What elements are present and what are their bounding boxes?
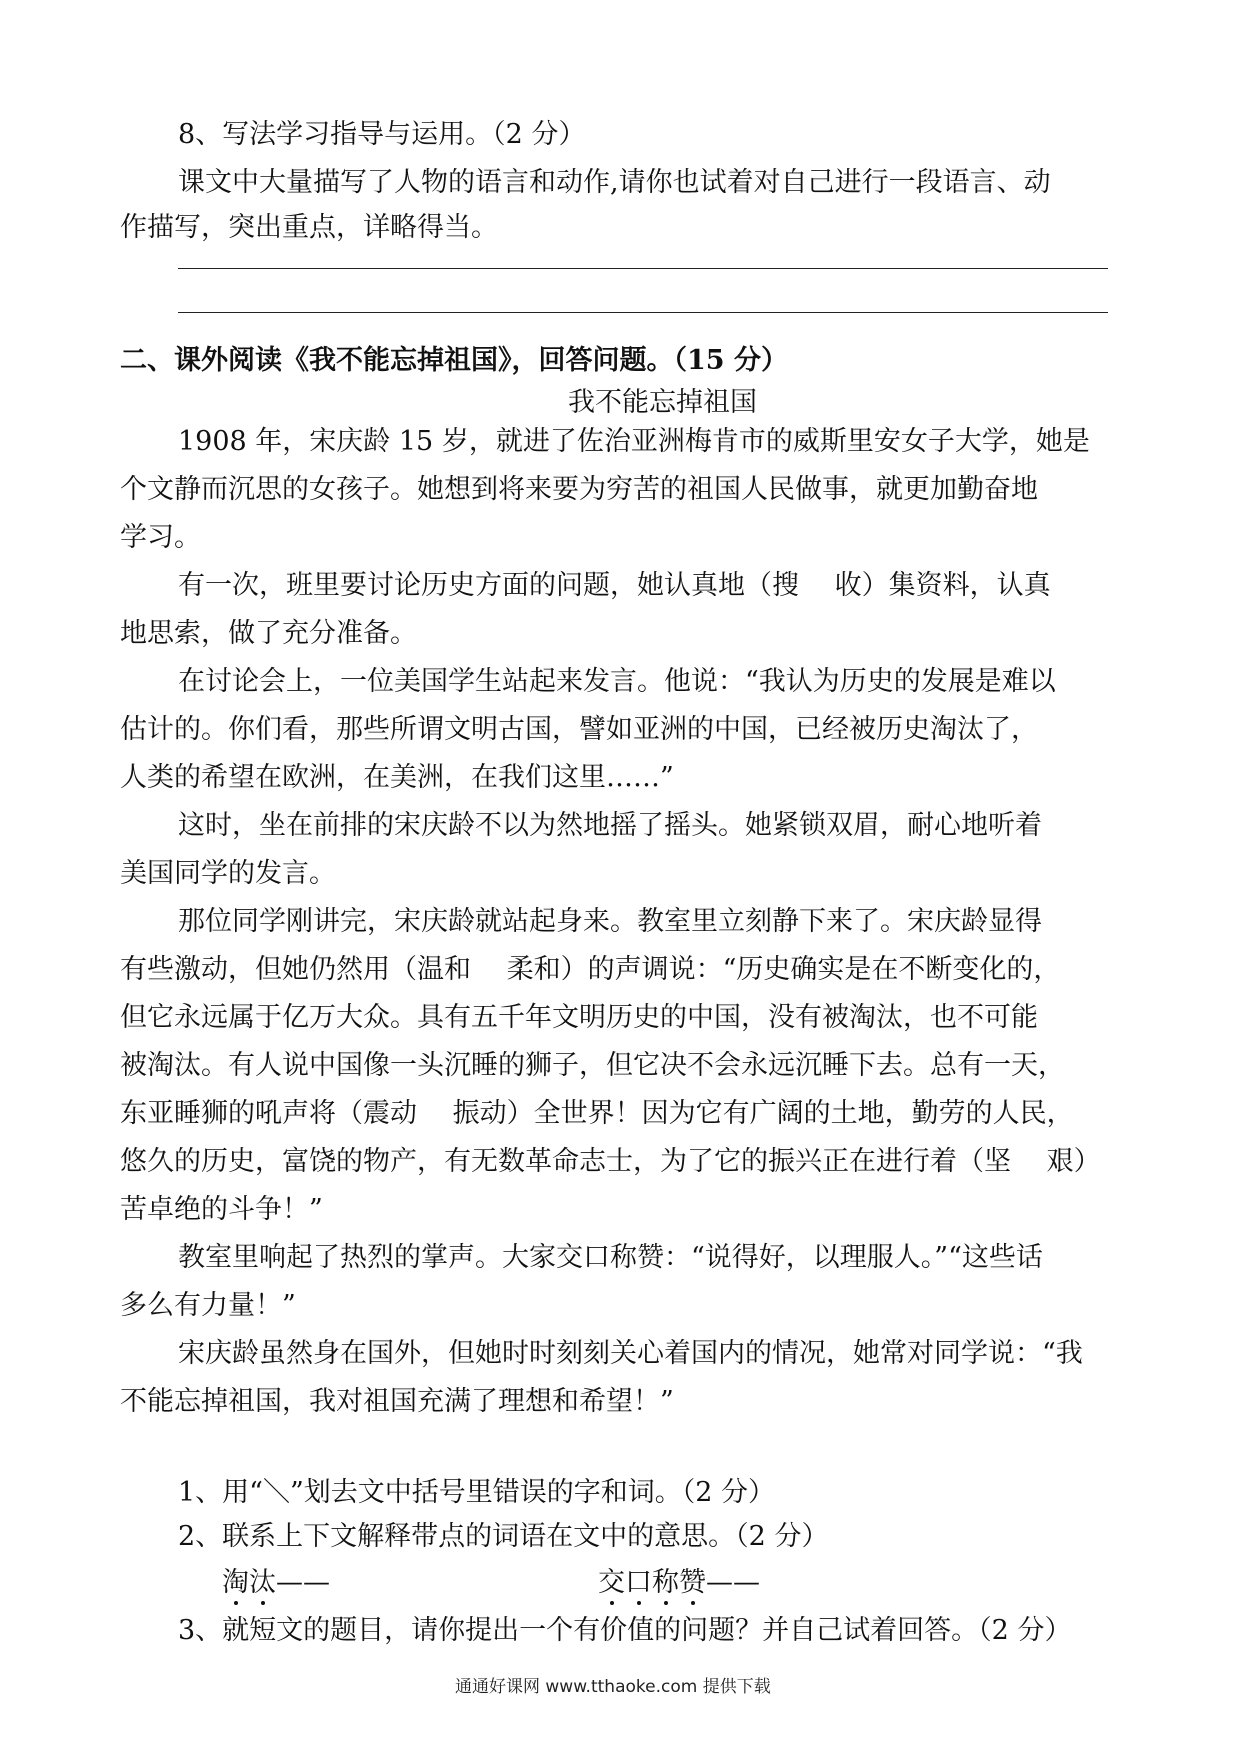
- q8-title: 8、写法学习指导与运用。（2 分）: [178, 119, 586, 150]
- q8-instruction-line1: 课文中大量描写了人物的语言和动作,请你也试着对自己进行一段语言、动: [178, 167, 1051, 198]
- article-paragraph-3: [120, 658, 1120, 802]
- emphasized-char: 交: [598, 1560, 625, 1599]
- text-line: 有一次，班里要讨论历史方面的问题，她认真地（搜 收）集资料，认真: [178, 570, 1051, 601]
- answer-dash: ——: [706, 1567, 760, 1598]
- text-line: 宋庆龄虽然身在国外，但她时时刻刻关心着国内的情况，她常对同学说：“我: [178, 1338, 1083, 1369]
- emphasized-char: 淘: [222, 1560, 249, 1599]
- text-line: 个文静而沉思的女孩子。她想到将来要为穷苦的祖国人民做事，就更加勤奋地: [120, 474, 1038, 505]
- text-line: 教室里响起了热烈的掌声。大家交口称赞：“说得好，以理服人。”“这些话: [178, 1242, 1043, 1273]
- answer-line-1: [178, 268, 1108, 269]
- text-line: 这时，坐在前排的宋庆龄不以为然地摇了摇头。她紧锁双眉，耐心地听着: [178, 810, 1042, 841]
- article-paragraph-5: [120, 898, 1120, 1234]
- text-line: 美国同学的发言。: [120, 858, 336, 889]
- text-line: 被淘汰。有人说中国像一头沉睡的狮子，但它决不会永远沉睡下去。总有一天，: [120, 1050, 1065, 1081]
- article-paragraph-4: [120, 802, 1120, 898]
- question-1: 1、用“＼”划去文中括号里错误的字和词。（2 分）: [178, 1477, 776, 1508]
- text-line: 1908 年，宋庆龄 15 岁，就进了佐治亚洲梅肯市的威斯里安女子大学，她是: [178, 426, 1090, 457]
- footer-credit: 通通好课网 www.tthaoke.com 提供下载: [455, 1677, 771, 1697]
- article-paragraph-6: [120, 1234, 1120, 1330]
- text-line: 苦卓绝的斗争！”: [120, 1194, 323, 1225]
- q2-term-taotai: [222, 1560, 330, 1599]
- article-paragraph-7: [120, 1330, 1120, 1426]
- q8-instruction-line2: 作描写，突出重点，详略得当。: [120, 212, 498, 243]
- emphasized-char: 赞: [679, 1560, 706, 1599]
- article-title: 我不能忘掉祖国: [568, 387, 757, 418]
- q2-term-jiaokouchengzan: [598, 1560, 760, 1599]
- answer-line-2: [178, 312, 1108, 313]
- answer-dash: ——: [276, 1567, 330, 1598]
- question-2: 2、联系上下文解释带点的词语在文中的意思。（2 分）: [178, 1521, 829, 1552]
- section2-heading: 二、课外阅读《我不能忘掉祖国》，回答问题。（15 分）: [120, 345, 788, 376]
- text-line: 那位同学刚讲完，宋庆龄就站起身来。教室里立刻静下来了。宋庆龄显得: [178, 906, 1042, 937]
- text-line: 但它永远属于亿万大众。具有五千年文明历史的中国，没有被淘汰，也不可能: [120, 1002, 1038, 1033]
- article-paragraph-1: [120, 418, 1120, 562]
- emphasized-char: 称: [652, 1560, 679, 1599]
- question-3: 3、就短文的题目，请你提出一个有价值的问题？并自己试着回答。（2 分）: [178, 1615, 1072, 1646]
- article-paragraph-2: [120, 562, 1120, 658]
- text-line: 人类的希望在欧洲，在美洲，在我们这里……”: [120, 762, 674, 793]
- text-line: 学习。: [120, 522, 201, 553]
- text-line: 在讨论会上，一位美国学生站起来发言。他说：“我认为历史的发展是难以: [178, 666, 1056, 697]
- text-line: 悠久的历史，富饶的物产，有无数革命志士，为了它的振兴正在进行着（坚 艰）: [120, 1146, 1101, 1177]
- text-line: 有些激动，但她仍然用（温和 柔和）的声调说：“历史确实是在不断变化的，: [120, 954, 1061, 985]
- text-line: 不能忘掉祖国，我对祖国充满了理想和希望！”: [120, 1386, 674, 1417]
- text-line: 估计的。你们看，那些所谓文明古国，譬如亚洲的中国，已经被历史淘汰了，: [120, 714, 1038, 745]
- emphasized-char: 汰: [249, 1560, 276, 1599]
- text-line: 多么有力量！”: [120, 1290, 296, 1321]
- emphasized-char: 口: [625, 1560, 652, 1599]
- text-line: 东亚睡狮的吼声将（震动 振动）全世界！因为它有广阔的土地，勤劳的人民，: [120, 1098, 1074, 1129]
- text-line: 地思索，做了充分准备。: [120, 618, 417, 649]
